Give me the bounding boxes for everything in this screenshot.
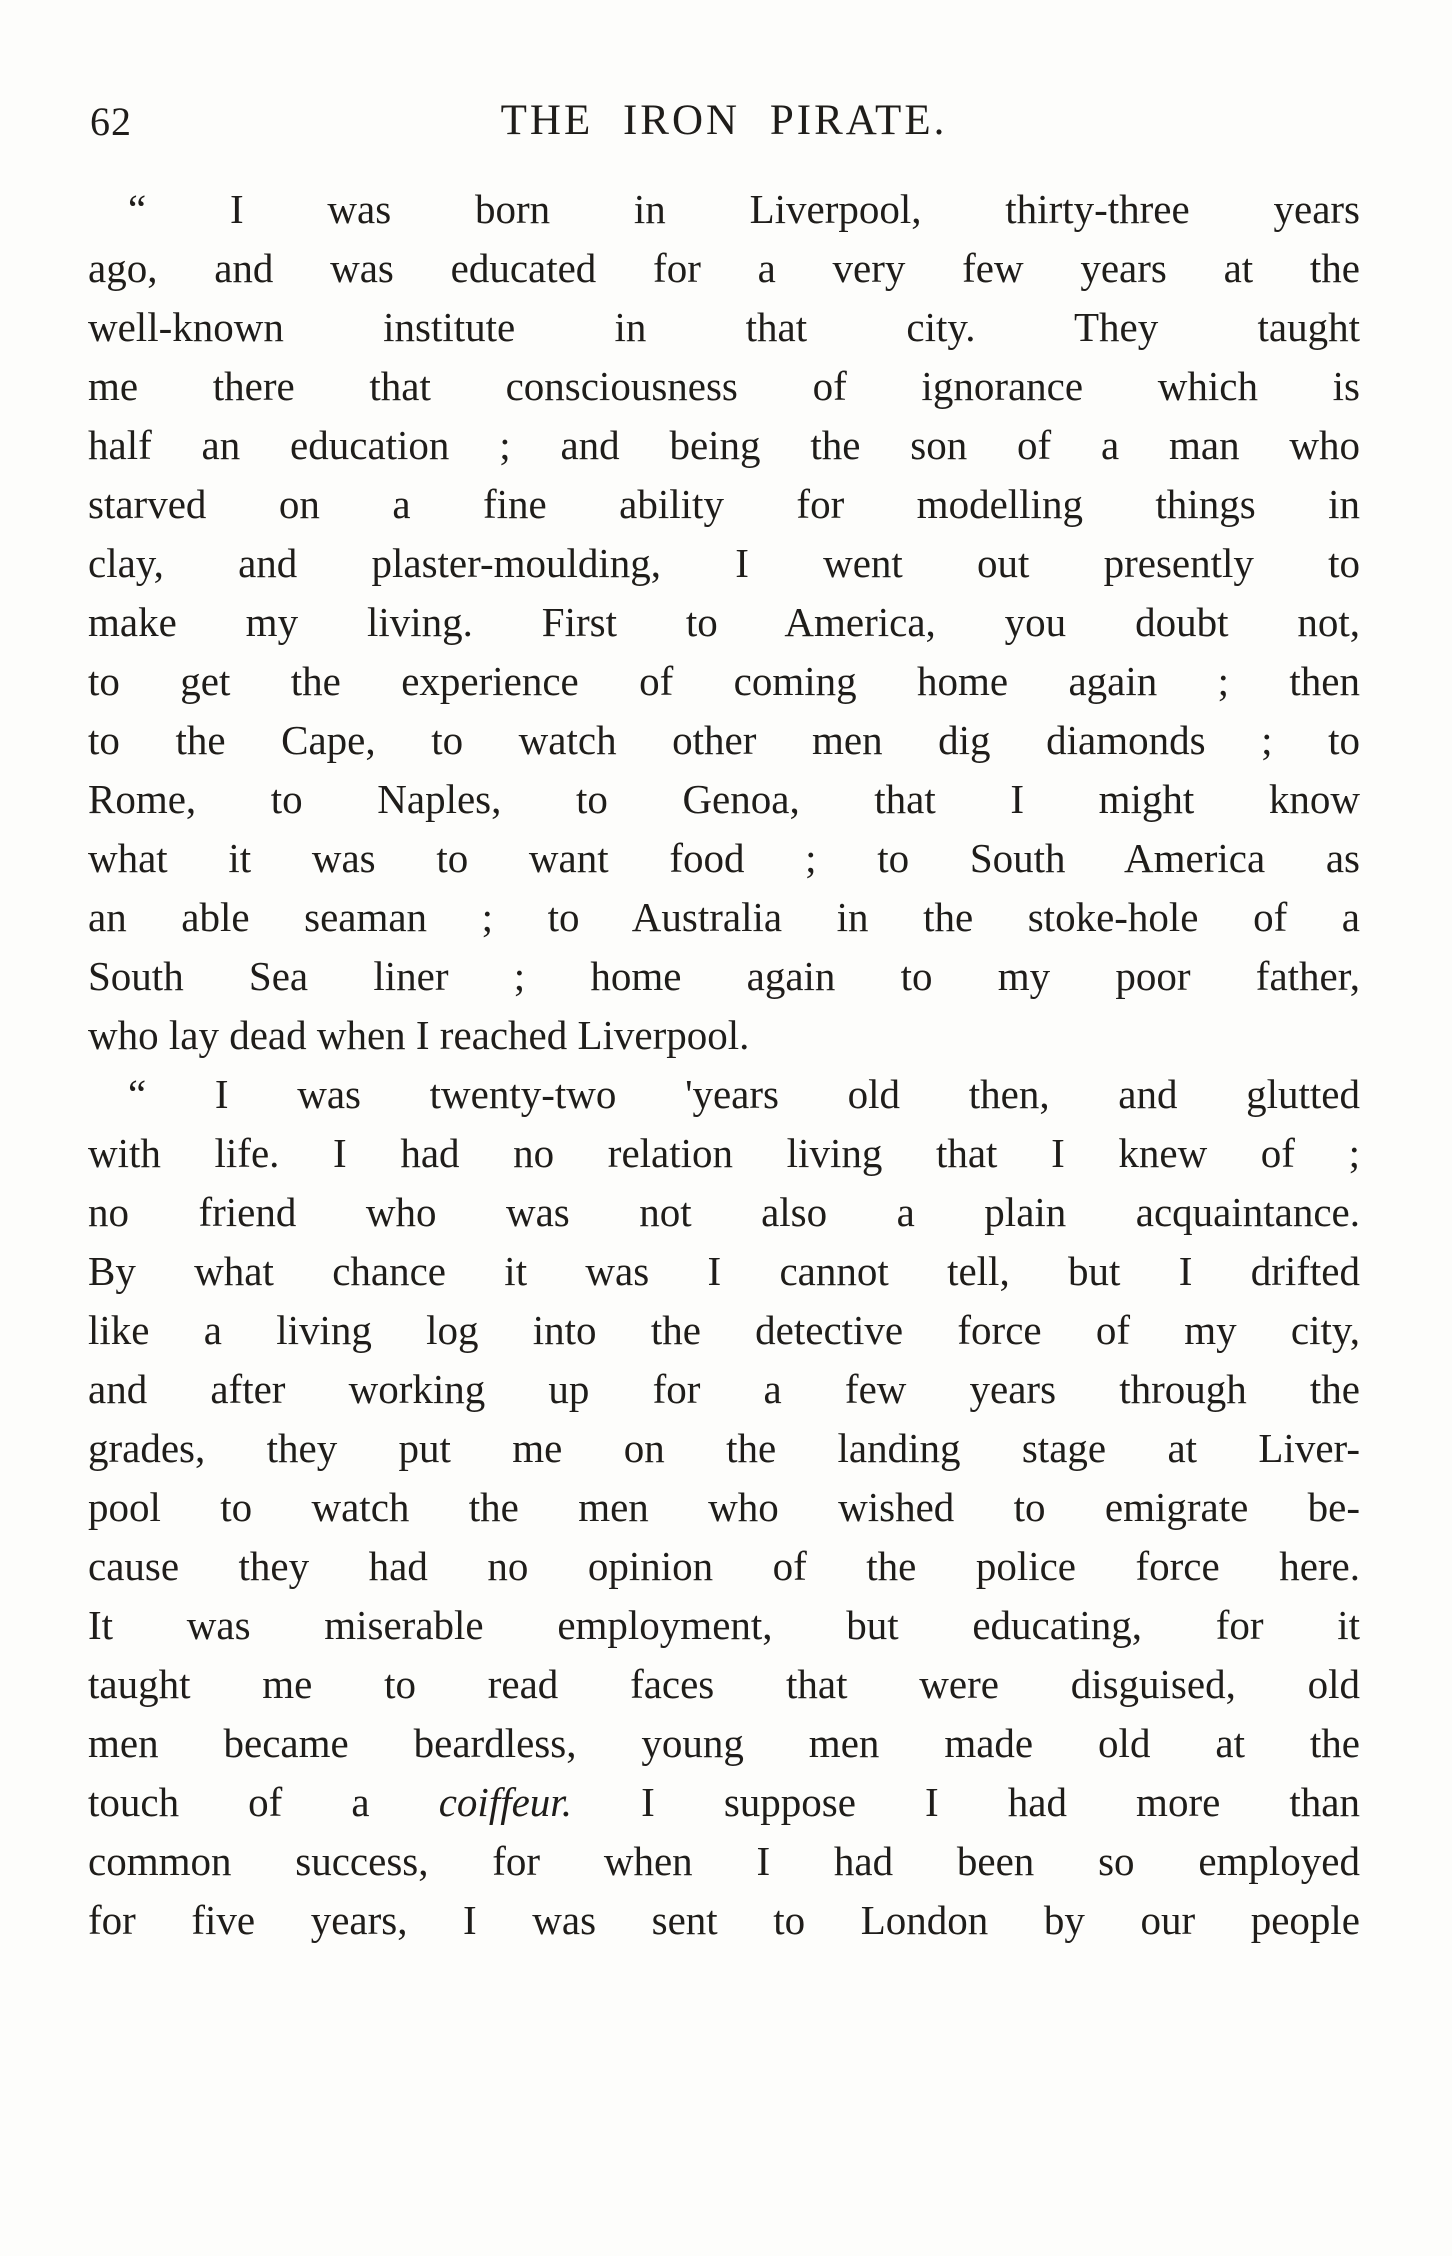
text-line <box>88 1419 1360 1478</box>
page-number: 62 <box>90 99 132 144</box>
text-line <box>88 711 1360 770</box>
text-segment: “ I was twenty-two 'years old then, and glutted <box>128 1071 1360 1117</box>
text-segment: for five years, I was sent to London by our people <box>88 1897 1360 1943</box>
text-segment: I suppose I had more than <box>571 1779 1360 1825</box>
text-line <box>88 1360 1360 1419</box>
text-segment: It was miserable employment, but educating, for it <box>88 1602 1360 1648</box>
text-segment: me there that consciousness of ignorance which is <box>88 363 1360 409</box>
text-segment: Rome, to Naples, to Genoa, that I might know <box>88 776 1360 822</box>
text-segment: what it was to want food ; to South America as <box>88 835 1360 881</box>
text-segment: men became beardless, young men made old at the <box>88 1720 1360 1766</box>
text-line <box>88 1301 1360 1360</box>
text-segment: half an education ; and being the son of a man who <box>88 422 1360 468</box>
text-line <box>88 1537 1360 1596</box>
text-segment: cause they had no opinion of the police force here. <box>88 1543 1360 1589</box>
text-line <box>88 180 1360 239</box>
text-line <box>88 1773 1360 1832</box>
page-header <box>88 96 1360 158</box>
text-line <box>88 416 1360 475</box>
text-line <box>88 239 1360 298</box>
text-segment: well-known institute in that city. They taught <box>88 304 1360 350</box>
text-segment: and after working up for a few years through the <box>88 1366 1360 1412</box>
text-line <box>88 1714 1360 1773</box>
page-title: THE IRON PIRATE. <box>500 97 948 144</box>
text-line <box>88 1832 1360 1891</box>
text-segment: “ I was born in Liverpool, thirty-three years <box>128 186 1360 232</box>
text-segment: an able seaman ; to Australia in the stoke-hole of a <box>88 894 1360 940</box>
text-segment: clay, and plaster-moulding, I went out presently to <box>88 540 1360 586</box>
text-line <box>88 593 1360 652</box>
text-line <box>88 298 1360 357</box>
text-line <box>88 829 1360 888</box>
text-segment: starved on a fine ability for modelling things in <box>88 481 1360 527</box>
text-line <box>88 475 1360 534</box>
text-segment: to the Cape, to watch other men dig diamonds ; to <box>88 717 1360 763</box>
text-segment: pool to watch the men who wished to emigrate be- <box>88 1484 1360 1530</box>
text-segment: like a living log into the detective force of my city, <box>88 1307 1360 1353</box>
text-line <box>88 947 1360 1006</box>
text-line <box>88 1655 1360 1714</box>
text-segment: to get the experience of coming home again ; then <box>88 658 1360 704</box>
text-line <box>88 888 1360 947</box>
text-line <box>88 1596 1360 1655</box>
text-segment: touch of a <box>88 1779 439 1825</box>
text-segment: who lay dead when I reached Liverpool. <box>88 1012 750 1058</box>
text-line <box>88 1183 1360 1242</box>
text-body <box>88 180 1360 1950</box>
text-line <box>88 1006 1360 1065</box>
text-line <box>88 652 1360 711</box>
text-line <box>88 770 1360 829</box>
text-segment: ago, and was educated for a very few years at the <box>88 245 1360 291</box>
text-segment-italic: coiffeur. <box>438 1779 572 1825</box>
text-segment: taught me to read faces that were disguised, old <box>88 1661 1360 1707</box>
text-segment: make my living. First to America, you doubt not, <box>88 599 1360 645</box>
text-line <box>88 357 1360 416</box>
text-line <box>88 534 1360 593</box>
text-segment: no friend who was not also a plain acquaintance. <box>88 1189 1360 1235</box>
text-line <box>88 1891 1360 1950</box>
text-segment: common success, for when I had been so employed <box>88 1838 1360 1884</box>
text-segment: grades, they put me on the landing stage at Liver- <box>88 1425 1360 1471</box>
text-segment: South Sea liner ; home again to my poor father, <box>88 953 1360 999</box>
text-line <box>88 1478 1360 1537</box>
text-segment: By what chance it was I cannot tell, but I drifted <box>88 1248 1360 1294</box>
text-line <box>88 1065 1360 1124</box>
text-line <box>88 1242 1360 1301</box>
text-segment: with life. I had no relation living that I knew of ; <box>88 1130 1360 1176</box>
text-line <box>88 1124 1360 1183</box>
